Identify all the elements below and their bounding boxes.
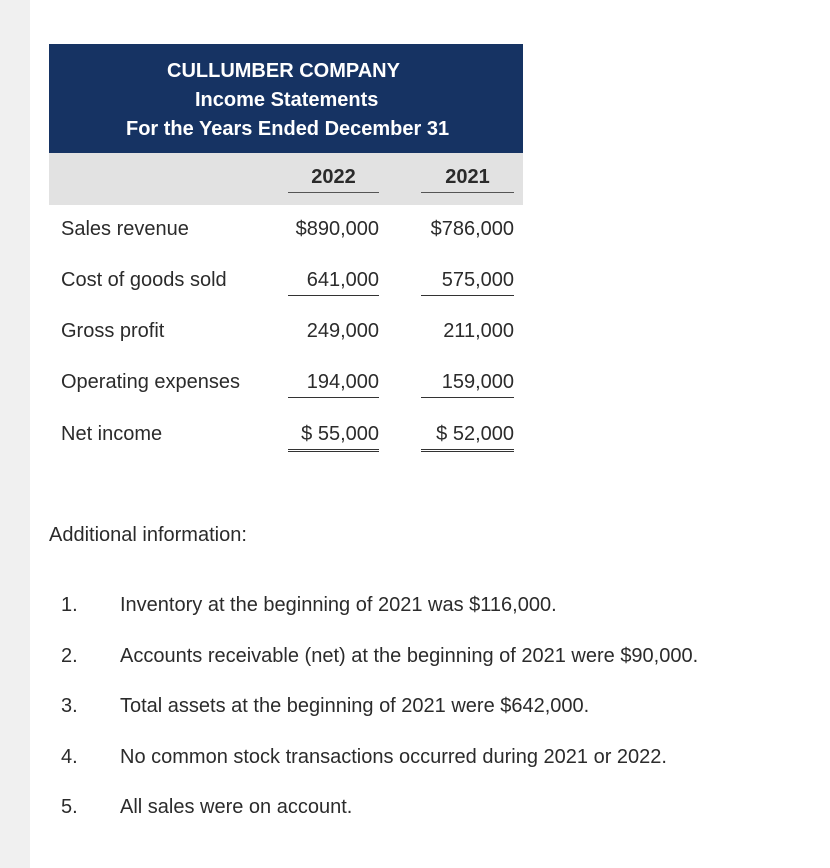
note-number: 3. [61, 695, 78, 717]
row-label: Net income [61, 423, 163, 445]
amount-2021: 575,000 [421, 269, 514, 296]
row-label: Sales revenue [61, 218, 189, 240]
note-text: Inventory at the beginning of 2021 was $116,000. [120, 594, 557, 616]
amount-2022: 194,000 [288, 371, 379, 398]
note-item [49, 695, 809, 723]
note-number: 2. [61, 645, 78, 667]
amount-2021: 159,000 [421, 371, 514, 398]
company-name: CULLUMBER COMPANY [167, 60, 400, 82]
note-number: 1. [61, 594, 78, 616]
row-cost-of-goods-sold [49, 269, 523, 299]
note-text: Total assets at the beginning of 2021 were $642,000. [120, 695, 590, 717]
row-sales-revenue [49, 218, 523, 248]
left-margin-strip [0, 0, 30, 868]
additional-info-heading: Additional information: [49, 524, 247, 546]
year-2022-header: 2022 [288, 166, 379, 193]
note-number: 5. [61, 796, 78, 818]
row-gross-profit [49, 320, 523, 350]
row-label: Cost of goods sold [61, 269, 227, 291]
income-statement [49, 44, 523, 445]
amount-2022: $890,000 [295, 218, 379, 240]
statement-header [49, 44, 523, 153]
note-item [49, 594, 809, 622]
row-label: Gross profit [61, 320, 165, 342]
amount-2022: $ 55,000 [288, 423, 379, 452]
note-text: Accounts receivable (net) at the beginning of 2021 were $90,000. [120, 645, 699, 667]
row-operating-expenses [49, 371, 523, 401]
note-number: 4. [61, 746, 78, 768]
note-item [49, 645, 809, 673]
note-text: No common stock transactions occurred during 2021 or 2022. [120, 746, 667, 768]
year-header-band [49, 153, 523, 205]
amount-2021: $786,000 [430, 218, 514, 240]
statement-period: For the Years Ended December 31 [126, 118, 450, 140]
note-item [49, 746, 809, 774]
row-net-income [49, 423, 523, 453]
amount-2021: $ 52,000 [421, 423, 514, 452]
amount-2021: 211,000 [443, 320, 514, 342]
note-text: All sales were on account. [120, 796, 353, 818]
statement-title: Income Statements [195, 89, 379, 111]
amount-2022: 641,000 [288, 269, 379, 296]
row-label: Operating expenses [61, 371, 241, 393]
note-item [49, 796, 809, 824]
amount-2022: 249,000 [306, 320, 379, 342]
year-2021-header: 2021 [421, 166, 514, 193]
